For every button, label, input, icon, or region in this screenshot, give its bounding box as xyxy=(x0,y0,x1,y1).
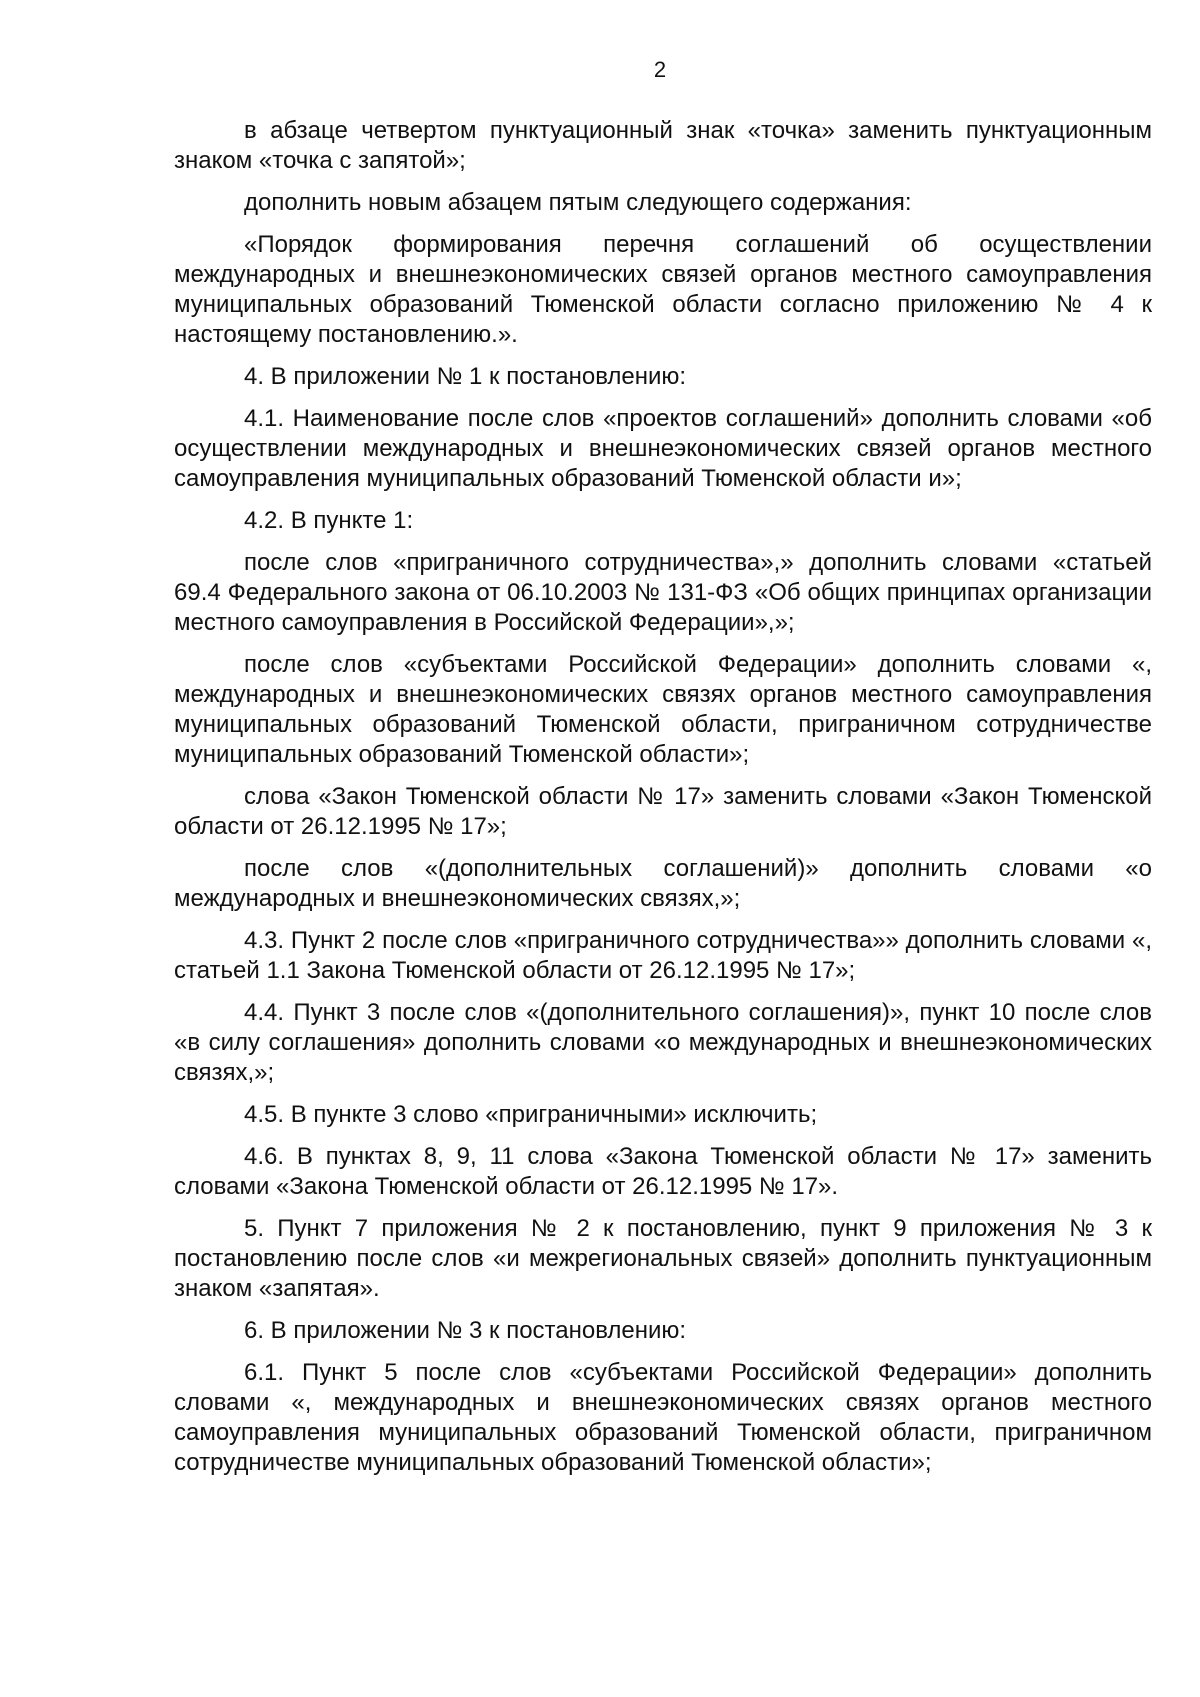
paragraph: после слов «(дополнительных соглашений)» дополнить словами «о международных и внешнеэкономических связях,»; xyxy=(174,855,1152,912)
paragraph: 5. Пункт 7 приложения № 2 к постановлению, пункт 9 приложения № 3 к постановлению после слов «и межрегиональных связей» дополнить пунктуационным знаком «запятая». xyxy=(174,1215,1152,1302)
paragraph: 6.1. Пункт 5 после слов «субъектами Российской Федерации» дополнить словами «, международных и внешнеэкономических связях органов местного самоуправления муниципальных образований Тюменской области, приграничном сотрудничестве муниципальных образований Тюменской области»; xyxy=(174,1359,1152,1476)
page-number: 2 xyxy=(653,57,667,82)
paragraph: дополнить новым абзацем пятым следующего содержания: xyxy=(244,189,912,216)
paragraph: «Порядок формирования перечня соглашений об осуществлении международных и внешнеэкономических связей органов местного самоуправления муниципальных образований Тюменской области согласно приложению № 4 к настоящему постановлению.». xyxy=(174,231,1152,348)
paragraph: после слов «приграничного сотрудничества»,» дополнить словами «статьей 69.4 Федерального закона от 06.10.2003 № 131-ФЗ «Об общих принципах организации местного самоуправления в Российской Федерации»,»; xyxy=(174,549,1152,636)
paragraph: 4.3. Пункт 2 после слов «приграничного сотрудничества»» дополнить словами «, статьей 1.1 Закона Тюменской области от 26.12.1995 № 17»; xyxy=(174,927,1152,984)
paragraph: 4. В приложении № 1 к постановлению: xyxy=(244,363,687,390)
paragraph: после слов «субъектами Российской Федерации» дополнить словами «, международных и внешнеэкономических связях органов местного самоуправления муниципальных образований Тюменской области, приграничном сотрудничестве муниципальных образований Тюменской области»; xyxy=(174,651,1152,768)
paragraph: 4.5. В пункте 3 слово «приграничными» исключить; xyxy=(244,1101,818,1128)
paragraph: в абзаце четвертом пунктуационный знак «точка» заменить пунктуационным знаком «точка с запятой»; xyxy=(174,117,1152,174)
document-body xyxy=(174,116,1152,1490)
paragraph: 6. В приложении № 3 к постановлению: xyxy=(244,1317,687,1344)
paragraph: 4.4. Пункт 3 после слов «(дополнительного соглашения)», пункт 10 после слов «в силу соглашения» дополнить словами «о международных и внешнеэкономических связях,»; xyxy=(174,999,1152,1086)
paragraph: 4.1. Наименование после слов «проектов соглашений» дополнить словами «об осуществлении международных и внешнеэкономических связей органов местного самоуправления муниципальных образований Тюменской области и»; xyxy=(174,405,1152,492)
paragraph: 4.2. В пункте 1: xyxy=(244,507,414,534)
paragraph: слова «Закон Тюменской области № 17» заменить словами «Закон Тюменской области от 26.12.1995 № 17»; xyxy=(174,783,1152,840)
paragraph: 4.6. В пунктах 8, 9, 11 слова «Закона Тюменской области № 17» заменить словами «Закона Тюменской области от 26.12.1995 № 17». xyxy=(174,1143,1152,1200)
